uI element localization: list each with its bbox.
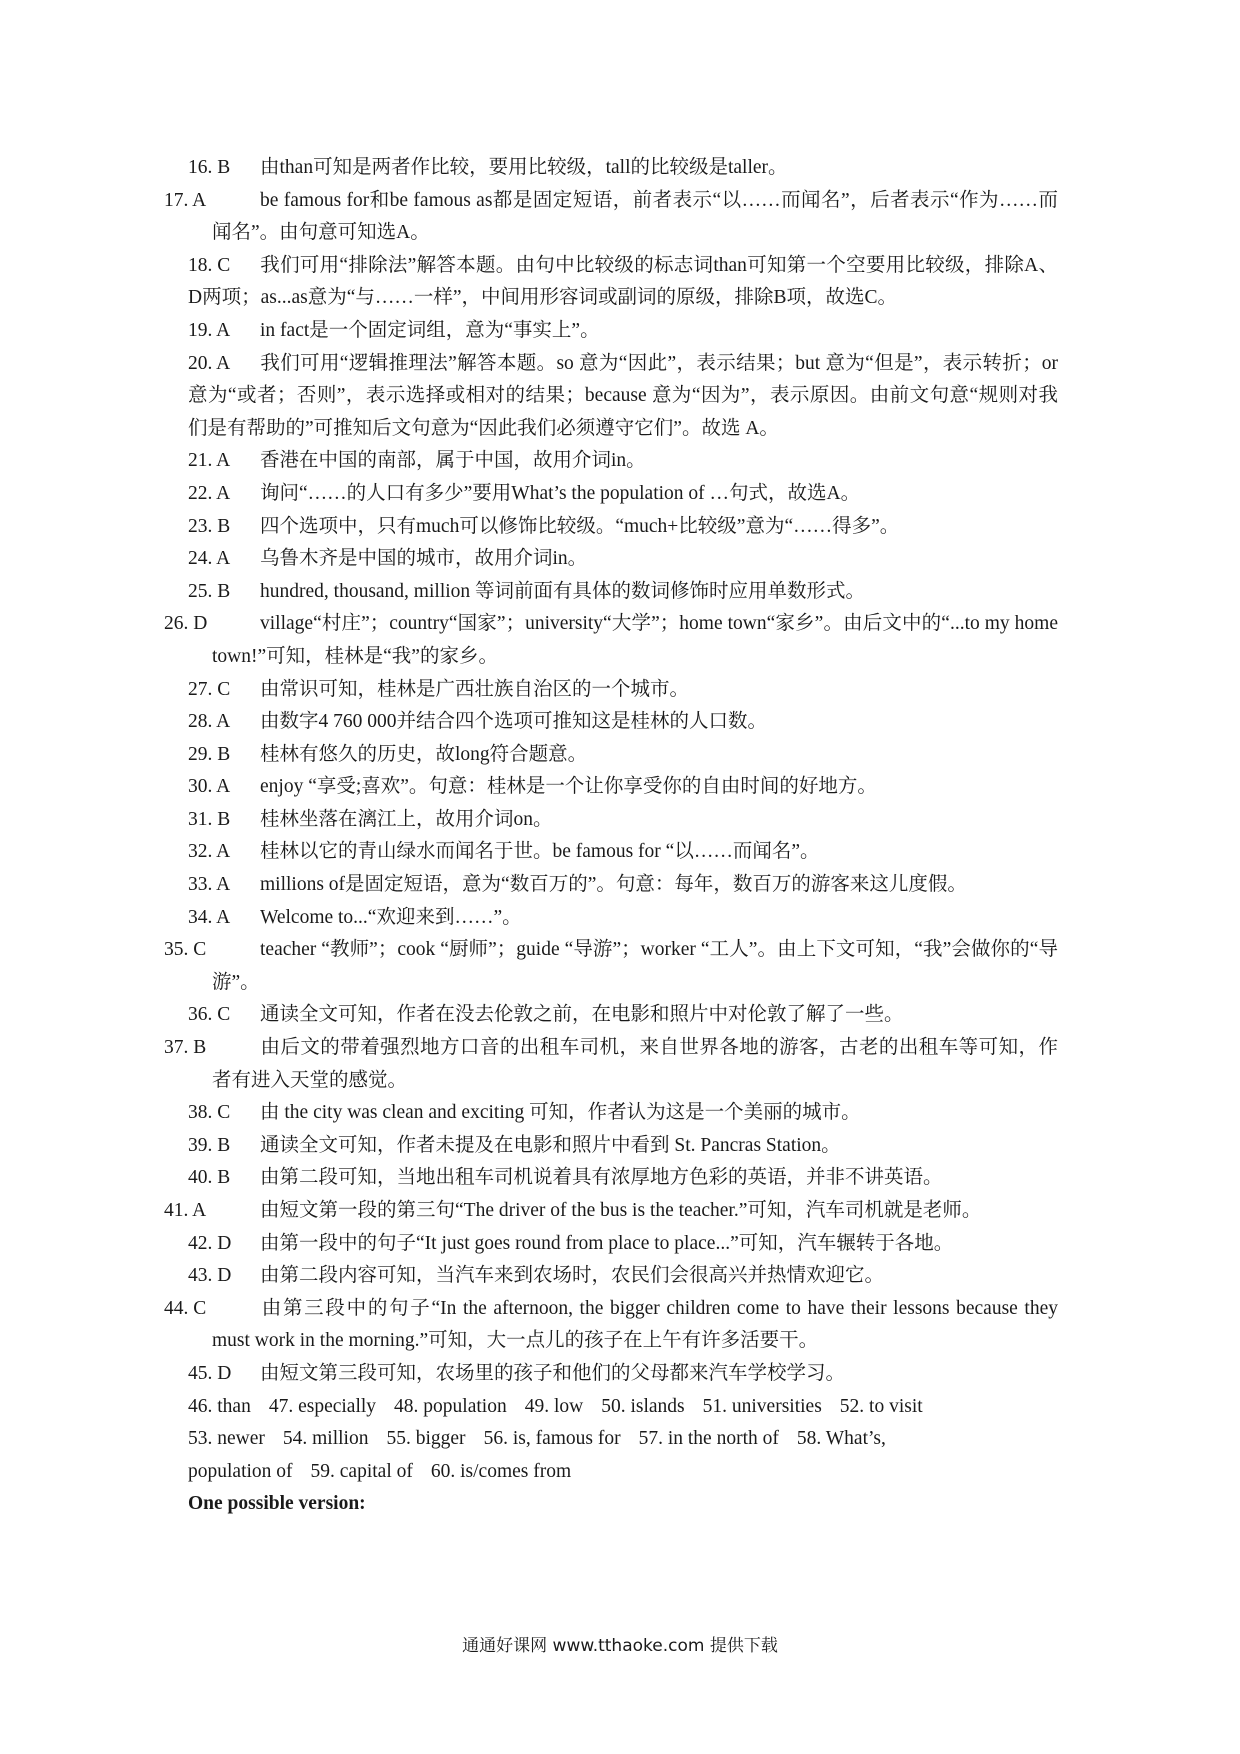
answer-explanation: 乌鲁木齐是中国的城市，故用介词in。 — [260, 548, 588, 570]
answer-number: 30. A — [188, 776, 231, 798]
answer-number: 31. B — [188, 808, 231, 830]
fill-in-answer: 60. is/comes from — [430, 1460, 572, 1482]
fill-in-answer: 47. especially — [268, 1395, 377, 1417]
answer-explanation: 香港在中国的南部，属于中国，故用介词in。 — [260, 450, 646, 472]
answer-item — [188, 250, 1058, 315]
answer-item — [188, 1130, 1058, 1163]
answer-explanation: 由than可知是两者作比较，要用比较级，tall的比较级是taller。 — [260, 157, 788, 178]
answer-item — [188, 1162, 1058, 1195]
answer-number: 35. C — [164, 939, 207, 961]
answer-number: 28. A — [188, 711, 231, 733]
answer-item — [164, 1293, 1058, 1358]
answer-item — [188, 804, 1058, 837]
fill-in-answers — [188, 1391, 1058, 1489]
answer-number: 44. C — [164, 1297, 207, 1319]
answer-explanation: 询问“……的人口有多少”要用What’s the population of …句式，故选A。 — [260, 482, 861, 504]
answer-number: 17. A — [164, 189, 207, 211]
answer-item — [188, 543, 1058, 576]
answer-explanation: 我们可用“逻辑推理法”解答本题。so 意为“因此”，表示结果；but 意为“但是”，表示转折；or 意为“或者；否则”，表示选择或相对的结果；because 意为“因为”，表示原因。由前文句意“规则对我们是有帮助的”可推知后文句意为“因此我们必须遵守它们”。故选 A。 — [188, 352, 1058, 439]
answer-explanation: 通读全文可知，作者未提及在电影和照片中看到 St. Pancras Station。 — [260, 1134, 841, 1156]
answer-item — [188, 999, 1058, 1032]
answer-explanation: 由 the city was clean and exciting 可知，作者认为这是一个美丽的城市。 — [260, 1102, 861, 1124]
answer-explanation: 由短文第三段可知，农场里的孩子和他们的父母都来汽车学校学习。 — [260, 1362, 846, 1384]
answer-number: 16. B — [188, 157, 231, 178]
answer-explanation: Welcome to...“欢迎来到……”。 — [260, 906, 522, 928]
fill-in-answer: 52. to visit — [839, 1395, 923, 1417]
answer-number: 34. A — [188, 906, 231, 928]
fill-in-answer: 55. bigger — [386, 1428, 466, 1450]
answer-explanation: 桂林坐落在漓江上，故用介词on。 — [260, 808, 553, 830]
answer-explanation: 由第三段中的句子“In the afternoon, the bigger children come to have their lessons because they must work in the morning.”可知，大一点儿的孩子在上午有许多活要干。 — [212, 1297, 1058, 1352]
answer-explanation: 由第二段可知，当地出租车司机说着具有浓厚地方色彩的英语，并非不讲英语。 — [260, 1167, 943, 1189]
answer-item — [164, 1032, 1058, 1097]
answer-explanation: 由常识可知，桂林是广西壮族自治区的一个城市。 — [260, 678, 690, 700]
answer-number: 41. A — [164, 1200, 207, 1221]
fill-in-answer: 49. low — [524, 1395, 584, 1417]
answer-number: 23. B — [188, 515, 231, 537]
answer-number: 26. D — [164, 613, 208, 635]
answer-number: 36. C — [188, 1004, 231, 1026]
answer-item — [188, 478, 1058, 511]
answer-number: 45. D — [188, 1362, 232, 1384]
fill-in-answer: 53. newer — [188, 1428, 265, 1450]
answer-explanation: 由数字4 760 000并结合四个选项可推知这是桂林的人口数。 — [260, 711, 768, 733]
answer-number: 43. D — [188, 1265, 232, 1287]
answer-item — [188, 1228, 1058, 1261]
answer-item — [188, 348, 1058, 446]
answer-number: 27. C — [188, 678, 231, 700]
answer-explanation: village“村庄”；country“国家”；university“大学”；home town“家乡”。由后文中的“...to my home town!”可知，桂林是“我”的家乡。 — [212, 613, 1058, 667]
answer-explanation: 由后文的带着强烈地方口音的出租车司机，来自世界各地的游客，古老的出租车等可知，作者有进入天堂的感觉。 — [212, 1037, 1058, 1091]
fill-in-answer: 54. million — [282, 1428, 369, 1450]
answer-item — [164, 608, 1058, 673]
answer-explanation: hundred, thousand, million 等词前面有具体的数词修饰时应用单数形式。 — [260, 580, 866, 602]
answer-key — [164, 152, 1058, 1521]
answer-item — [188, 445, 1058, 478]
answer-item — [188, 511, 1058, 544]
answer-number: 25. B — [188, 580, 231, 602]
fill-in-answer: 59. capital of — [310, 1460, 413, 1482]
answer-explanation: teacher “教师”；cook “厨师”；guide “导游”；worker “工人”。由上下文可知，“我”会做你的“导游”。 — [212, 939, 1058, 993]
answer-number: 21. A — [188, 450, 231, 472]
fill-in-answer: population of — [188, 1460, 293, 1482]
answer-explanation: 通读全文可知，作者在没去伦敦之前，在电影和照片中对伦敦了解了一些。 — [260, 1004, 904, 1026]
answer-explanation: 四个选项中，只有much可以修饰比较级。“much+比较级”意为“……得多”。 — [260, 515, 900, 537]
answer-list — [164, 152, 1058, 1391]
fill-in-row — [188, 1391, 1058, 1424]
answer-item — [188, 771, 1058, 804]
fill-in-answer: 56. is, famous for — [483, 1428, 621, 1450]
answer-explanation: enjoy “享受;喜欢”。句意：桂林是一个让你享受你的自由时间的好地方。 — [260, 776, 877, 798]
answer-explanation: 桂林有悠久的历史，故long符合题意。 — [260, 743, 588, 765]
answer-item — [188, 576, 1058, 609]
answer-number: 22. A — [188, 482, 231, 504]
fill-in-answer: 46. than — [188, 1395, 251, 1417]
answer-explanation: 我们可用“排除法”解答本题。由句中比较级的标志词than可知第一个空要用比较级，排除A、D两项；as...as意为“与……一样”，中间用形容词或副词的原级，排除B项，故选C。 — [188, 254, 1058, 309]
answer-item — [188, 1097, 1058, 1130]
answer-item — [188, 869, 1058, 902]
answer-explanation: 桂林以它的青山绿水而闻名于世。be famous for “以……而闻名”。 — [260, 841, 820, 863]
answer-number: 33. A — [188, 874, 231, 896]
answer-number: 38. C — [188, 1102, 231, 1124]
answer-item — [188, 706, 1058, 739]
answer-number: 24. A — [188, 548, 231, 570]
answer-item — [188, 152, 1058, 185]
fill-in-answer: 48. population — [394, 1395, 507, 1417]
answer-number: 18. C — [188, 254, 231, 276]
answer-item — [188, 1260, 1058, 1293]
page-footer: 通通好课网 www.tthaoke.com 提供下载 — [462, 1636, 778, 1656]
answer-explanation: 由短文第一段的第三句“The driver of the bus is the teacher.”可知，汽车司机就是老师。 — [260, 1200, 982, 1221]
answer-number: 37. B — [164, 1037, 207, 1059]
answer-item — [188, 315, 1058, 348]
answer-explanation: in fact是一个固定词组，意为“事实上”。 — [260, 319, 600, 341]
answer-number: 19. A — [188, 319, 231, 341]
fill-in-answer: 58. What’s, — [796, 1428, 886, 1450]
answer-item — [164, 934, 1058, 999]
section-heading: One possible version: — [188, 1493, 366, 1515]
answer-number: 29. B — [188, 743, 231, 765]
fill-in-answer: 51. universities — [702, 1395, 822, 1417]
answer-item — [164, 1195, 1058, 1228]
answer-number: 20. A — [188, 352, 231, 374]
answer-item — [188, 836, 1058, 869]
fill-in-answer: 57. in the north of — [638, 1428, 779, 1450]
fill-in-row — [188, 1423, 1058, 1456]
answer-item — [188, 739, 1058, 772]
answer-number: 40. B — [188, 1167, 231, 1189]
answer-explanation: 由第二段内容可知，当汽车来到农场时，农民们会很高兴并热情欢迎它。 — [260, 1265, 885, 1287]
answer-explanation: be famous for和be famous as都是固定短语，前者表示“以……而闻名”，后者表示“作为……而闻名”。由句意可知选A。 — [212, 189, 1058, 244]
answer-item — [188, 1358, 1058, 1391]
answer-number: 32. A — [188, 841, 231, 863]
fill-in-answer: 50. islands — [601, 1395, 685, 1417]
answer-explanation: millions of是固定短语，意为“数百万的”。句意：每年，数百万的游客来这儿度假。 — [260, 874, 967, 896]
answer-number: 42. D — [188, 1232, 232, 1254]
answer-explanation: 由第一段中的句子“It just goes round from place to place...”可知，汽车辗转于各地。 — [260, 1232, 954, 1254]
answer-item — [164, 185, 1058, 250]
answer-item — [188, 902, 1058, 935]
fill-in-row — [188, 1456, 1058, 1489]
answer-number: 39. B — [188, 1134, 231, 1156]
answer-item — [188, 674, 1058, 707]
